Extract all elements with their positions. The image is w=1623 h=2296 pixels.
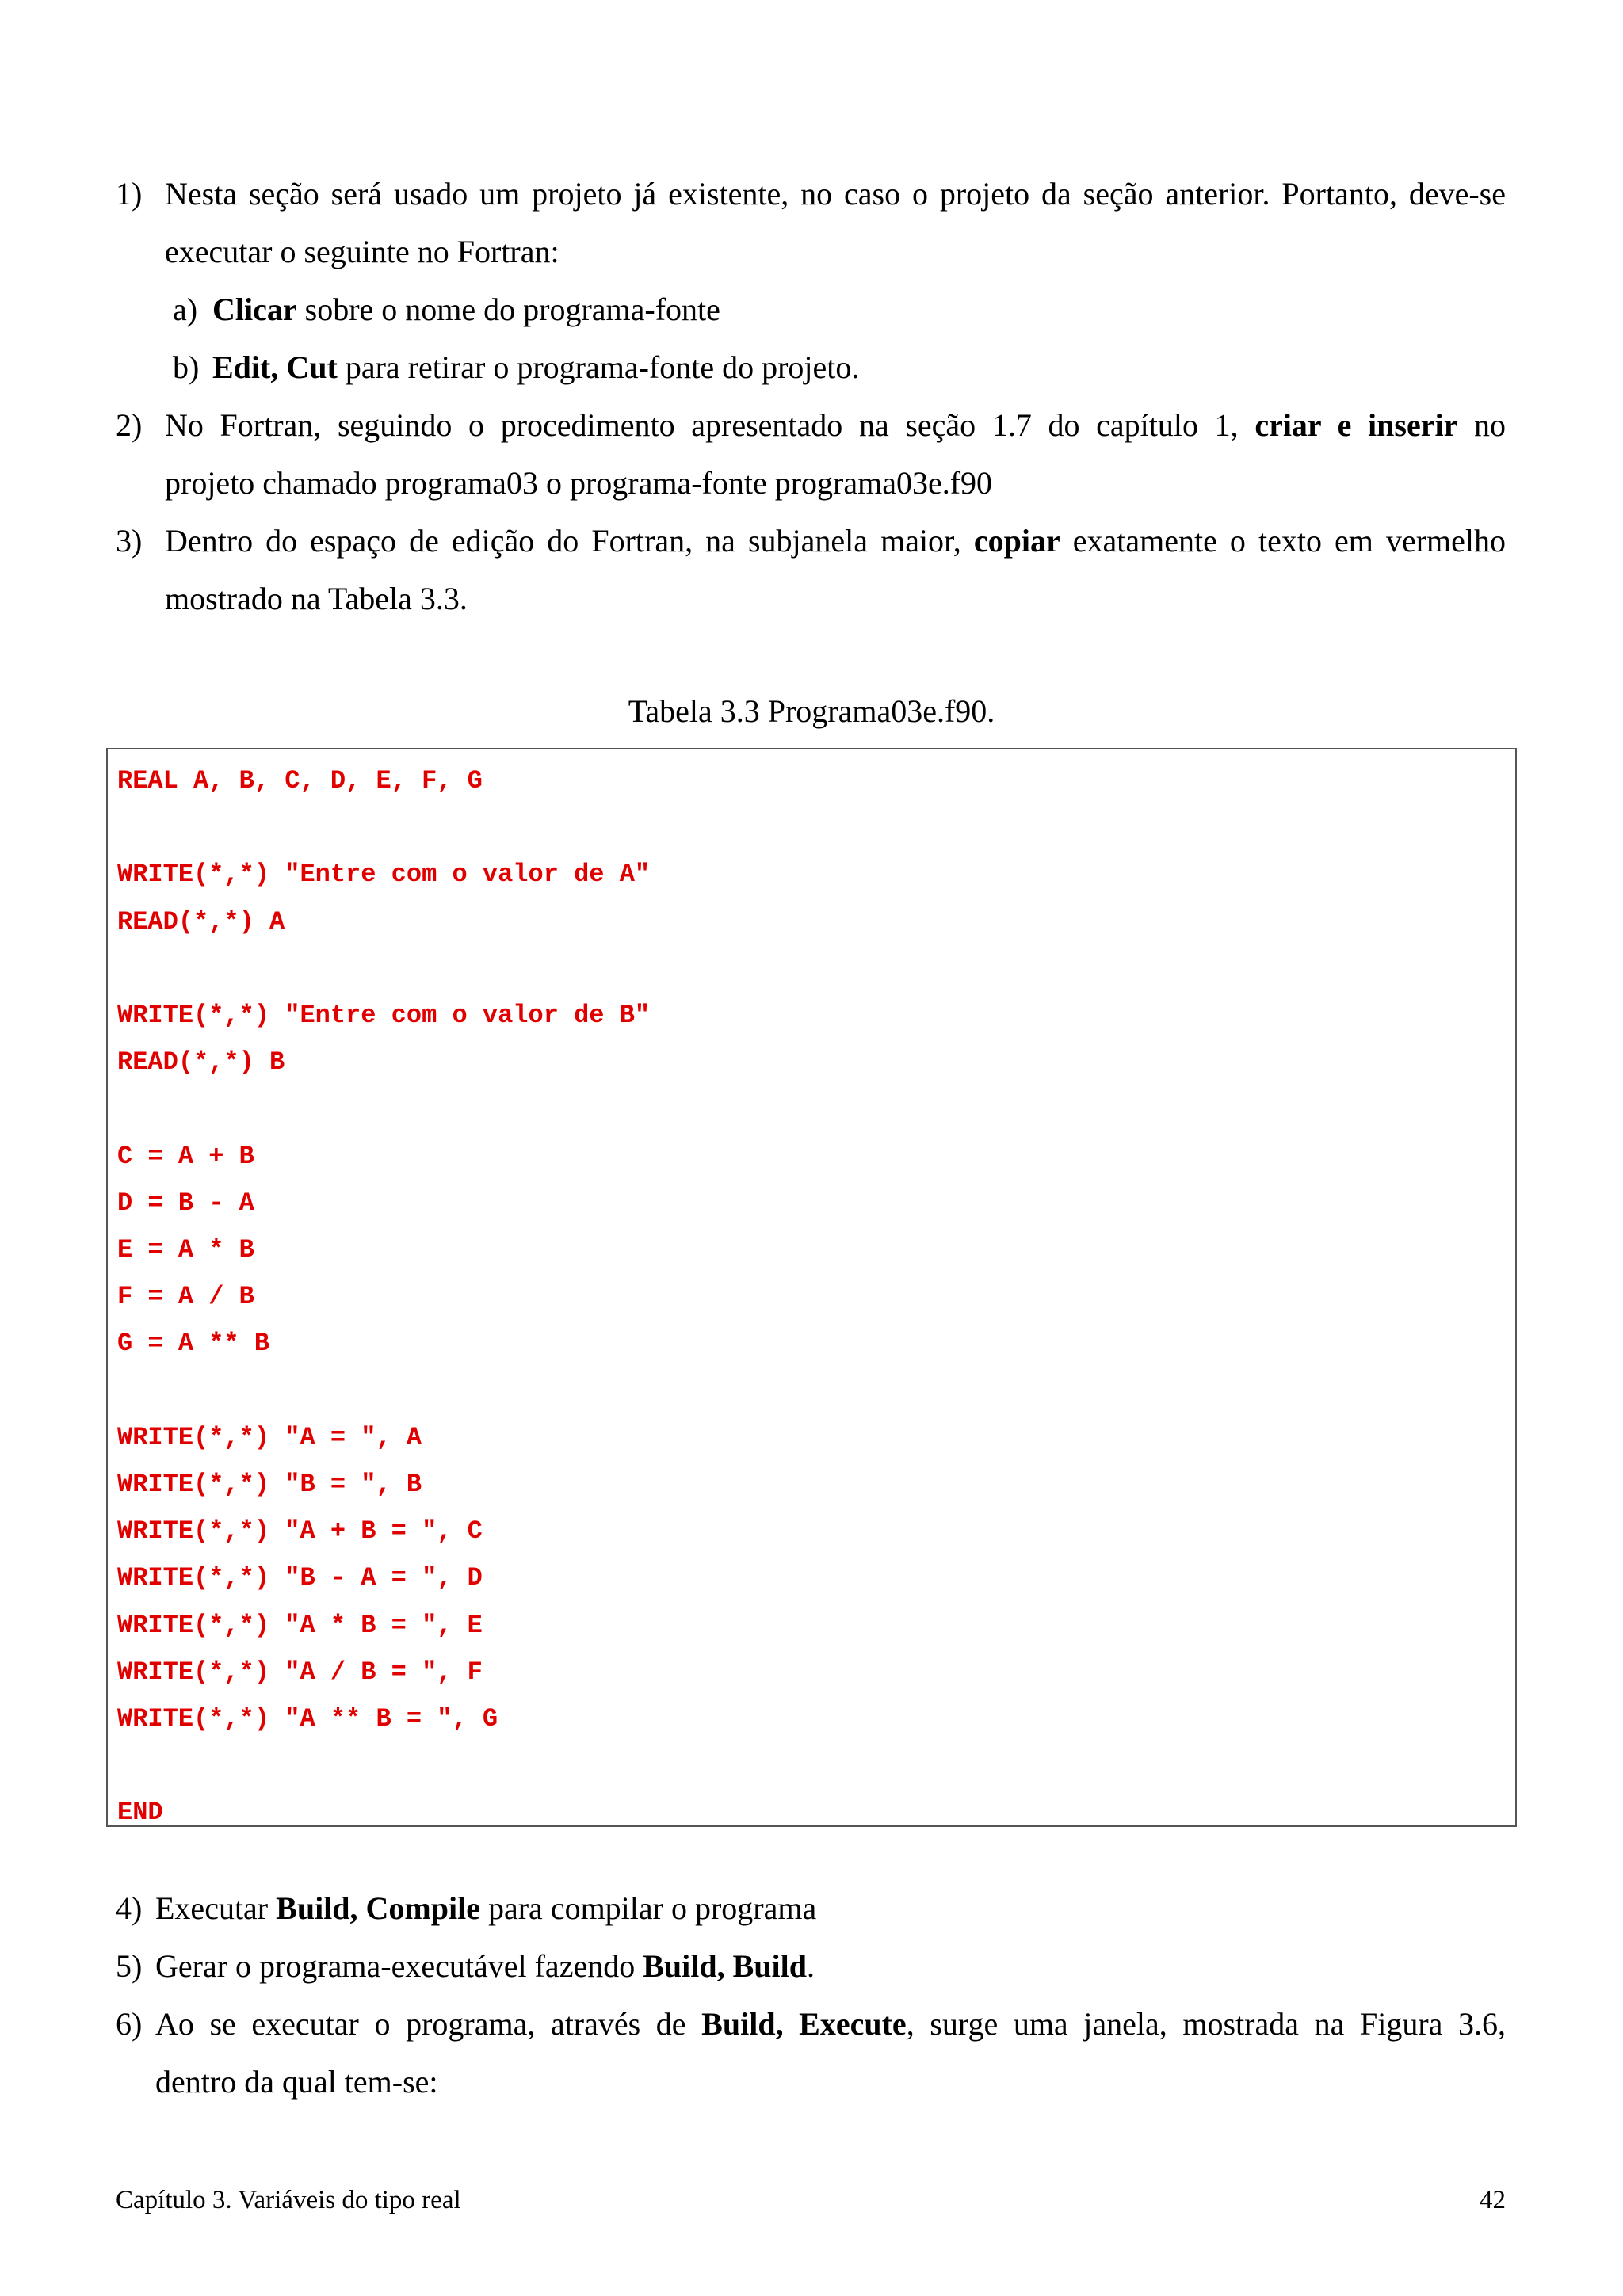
list-item-1	[116, 165, 1506, 280]
list-text-continuation: projeto chamado programa03 o programa-fonte programa03e.f90	[165, 465, 993, 501]
code-line: WRITE(*,*) "A + B = ", C	[117, 1516, 483, 1547]
sub-item-a	[173, 280, 720, 338]
list-text-continuation: dentro da qual tem-se:	[155, 2064, 438, 2100]
list-number: 5)	[116, 1948, 143, 1984]
list-number: 4)	[116, 1890, 143, 1926]
code-line: WRITE(*,*) "B = ", B	[117, 1470, 422, 1499]
list-number: 1)	[116, 176, 143, 212]
bold-text: Build, Compile	[276, 1890, 480, 1926]
code-line: C = A + B	[117, 1141, 254, 1171]
bold-text: criar e inserir	[1254, 407, 1458, 443]
code-line: WRITE(*,*) "Entre com o valor de A"	[117, 860, 651, 890]
code-line: REAL A, B, C, D, E, F, G	[117, 766, 483, 795]
list-text: Dentro do espaço de edição do Fortran, na subjanela maior,	[165, 523, 974, 559]
code-line: F = A / B	[117, 1282, 254, 1312]
list-text: Ao se executar o programa, através de	[155, 2006, 702, 2042]
sub-item-text: sobre o nome do programa-fonte	[296, 292, 720, 327]
sub-item-letter: b)	[173, 349, 200, 385]
sub-item-text: para retirar o programa-fonte do projeto.	[337, 349, 860, 385]
code-line: G = A ** B	[117, 1329, 270, 1359]
page-number: 42	[1480, 2186, 1506, 2214]
code-listing-box	[106, 748, 1517, 1827]
code-line: E = A * B	[117, 1235, 254, 1264]
list-text: Nesta seção será usado um projeto já existente, no caso o projeto da seção anterior. Portanto, deve-se	[165, 176, 1506, 212]
bold-text: Edit, Cut	[212, 349, 338, 385]
list-item-2	[116, 396, 1506, 512]
code-line: END	[117, 1798, 163, 1828]
list-number: 3)	[116, 523, 143, 559]
list-text: .	[807, 1948, 815, 1984]
bold-text: Build, Build	[643, 1948, 807, 1984]
table-caption: Tabela 3.3 Programa03e.f90.	[628, 693, 995, 729]
code-line: WRITE(*,*) "A * B = ", E	[117, 1610, 483, 1640]
code-line: WRITE(*,*) "A = ", A	[117, 1422, 422, 1452]
bold-text: copiar	[973, 523, 1060, 559]
bold-text: Clicar	[212, 292, 297, 327]
list-text: , surge uma janela, mostrada na Figura 3.6,	[906, 2006, 1506, 2042]
sub-item-letter: a)	[173, 292, 198, 327]
list-text: para compilar o programa	[479, 1890, 817, 1926]
list-number: 6)	[116, 2006, 143, 2042]
list-text-continuation: executar o seguinte no Fortran:	[165, 234, 559, 269]
list-text: No Fortran, seguindo o procedimento apresentado na seção 1.7 do capítulo 1,	[165, 407, 1255, 443]
list-item-3	[116, 512, 1506, 627]
list-text: Executar	[155, 1890, 277, 1926]
code-line: READ(*,*) B	[117, 1047, 285, 1077]
list-item-4	[116, 1879, 1506, 1937]
bold-text: Build, Execute	[701, 2006, 907, 2042]
code-line: WRITE(*,*) "B - A = ", D	[117, 1563, 483, 1593]
code-line: READ(*,*) A	[117, 906, 285, 936]
sub-item-b	[173, 338, 859, 396]
list-item-5	[116, 1937, 1506, 1995]
list-number: 2)	[116, 407, 143, 443]
list-text: exatamente o texto em vermelho	[1060, 523, 1507, 559]
footer-chapter: Capítulo 3. Variáveis do tipo real	[116, 2186, 461, 2214]
code-line: WRITE(*,*) "Entre com o valor de B"	[117, 1001, 651, 1030]
code-line: WRITE(*,*) "A / B = ", F	[117, 1657, 483, 1687]
list-text: no	[1457, 407, 1506, 443]
code-line: WRITE(*,*) "A ** B = ", G	[117, 1704, 498, 1733]
list-text-continuation: mostrado na Tabela 3.3.	[165, 581, 468, 616]
code-line: D = B - A	[117, 1188, 254, 1218]
list-text: Gerar o programa-executável fazendo	[155, 1948, 643, 1984]
list-item-6	[116, 1995, 1506, 2111]
